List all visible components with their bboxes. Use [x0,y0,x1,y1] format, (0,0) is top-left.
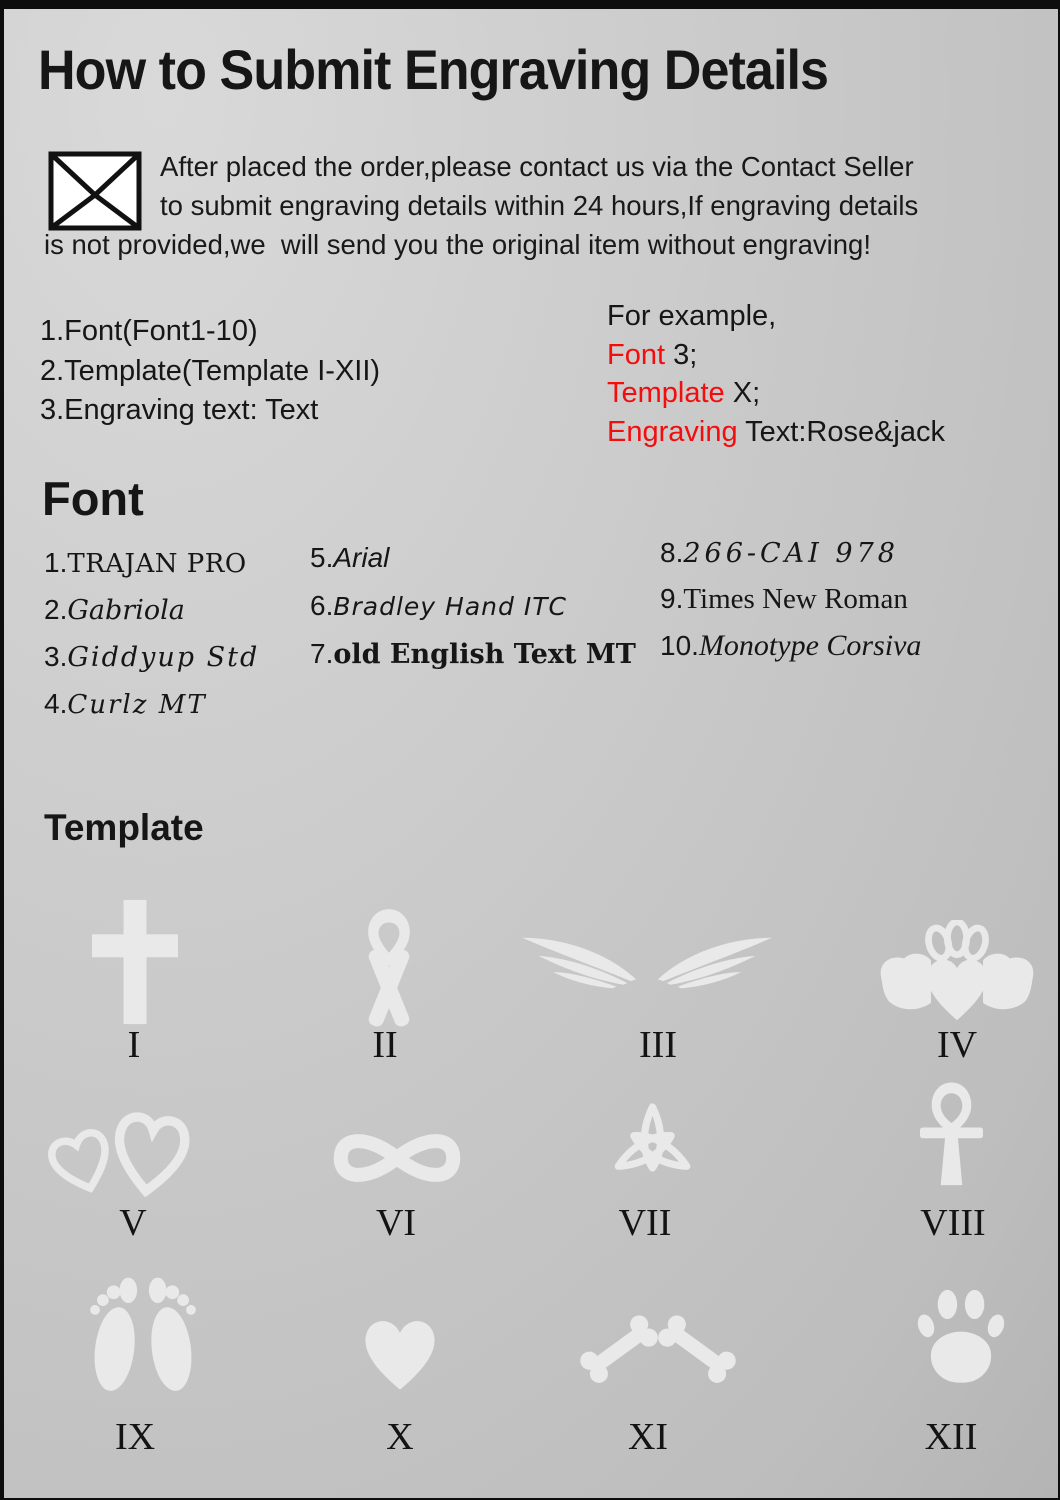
template-numeral-4: IV [936,1024,978,1066]
instructions-list [40,312,380,431]
font-number: 7. [310,638,334,669]
font-number: 5. [310,542,334,573]
footprints-icon [77,1259,209,1396]
example-line-engraving [607,413,945,452]
font-name: Giddyup Std [67,642,260,673]
awareness-ribbon-icon [353,906,425,1028]
example-line-template [607,374,945,413]
font-number: 1. [44,547,68,578]
font-sample-10 [660,629,921,675]
envelope-icon [48,151,142,231]
font-name: Gabriola [67,595,185,626]
template-numeral-9: IX [114,1416,156,1458]
font-sample-7 [310,638,636,686]
example-line-font [607,336,945,375]
font-sample-1 [44,547,259,594]
template-numeral-6: VI [375,1202,417,1244]
template-section-heading: Template [44,807,204,848]
example-keyword-engraving: Engraving [607,415,738,448]
intro-line-1: After placed the order,please contact us via the Contact Seller [160,151,914,182]
infinity-icon [322,1118,472,1198]
font-section-heading: Font [42,472,144,525]
font-sample-5 [310,542,636,590]
template-numeral-11: XI [627,1416,669,1458]
example-value-font: 3; [665,338,698,371]
example-block [607,297,945,451]
font-name: TRAJAN PRO [67,549,247,579]
font-number: 2. [44,594,68,625]
font-number: 3. [44,641,68,672]
template-numeral-12: XII [924,1416,978,1458]
double-hearts-icon [31,1091,219,1205]
font-sample-8 [660,537,921,583]
instruction-item-2: 2.Template(Template I-XII) [40,354,381,387]
template-numeral-5: V [119,1202,147,1244]
font-number: 10. [660,630,699,661]
heart-icon [353,1301,447,1396]
cross-icon [92,898,178,1026]
instruction-item-1: 1.Font(Font1-10) [40,315,258,347]
ankh-icon [920,1080,983,1193]
template-numeral-2: II [372,1024,398,1066]
font-sample-9 [660,583,921,629]
example-heading: For example, [607,300,777,332]
font-name: 266-CAI 978 [683,538,899,569]
example-value-engraving: Text:Rose&jack [737,415,945,448]
example-keyword-template: Template [607,377,725,409]
font-number: 6. [310,590,334,621]
intro-line-3: is not provided,we will send you the original item without engraving! [44,229,871,260]
font-sample-4 [44,688,259,735]
font-list-column-2 [310,542,636,686]
font-list-column-3 [660,537,921,675]
instruction-item-3: 3.Engraving text: Text [40,394,319,426]
font-sample-3 [44,641,259,688]
content-area [4,9,1058,1498]
template-numeral-3: III [639,1024,677,1066]
trinity-knot-icon [598,1098,707,1195]
font-sample-2 [44,594,259,641]
font-number: 8. [660,537,684,568]
example-value-template: X; [724,377,761,409]
template-numeral-10: X [386,1416,414,1458]
font-name: Arial [333,542,390,573]
font-name: Bradley Hand ITC [333,592,567,621]
crossed-bones-icon [567,1302,749,1389]
template-numeral-7: VII [618,1202,672,1244]
intro-line-2: to submit engraving details within 24 hours,If engraving details [160,190,919,221]
template-numeral-1: I [127,1024,141,1066]
font-name: Times New Roman [683,583,908,615]
font-sample-6 [310,590,636,638]
page-title: How to Submit Engraving Details [38,38,829,101]
font-name: Curlz MT [67,690,207,720]
font-name: old English Text MT [333,639,636,670]
angel-wings-icon [511,936,783,992]
claddagh-icon [873,920,1041,1026]
example-keyword-font: Font [607,338,666,371]
font-number: 4. [44,688,68,719]
font-list-column-1 [44,547,259,735]
template-numeral-8: VIII [920,1202,986,1244]
font-number: 9. [660,583,684,614]
font-name: Monotype Corsiva [698,629,922,662]
paw-print-icon [913,1287,1009,1388]
